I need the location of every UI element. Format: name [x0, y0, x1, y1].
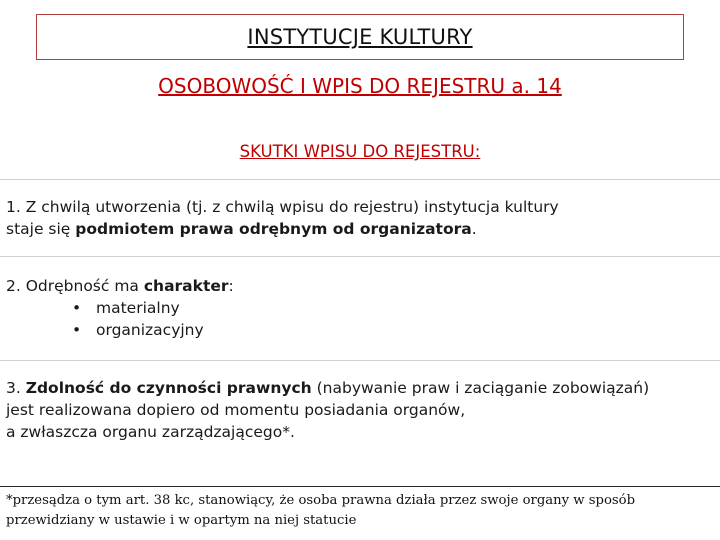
point-2-text: 2. Odrębność ma: [6, 277, 144, 295]
point-3: [6, 377, 711, 443]
list-item: [6, 297, 711, 319]
point-3-number: 3.: [6, 379, 26, 397]
point-3-text: (nabywanie praw i zaciąganie zobowiązań): [311, 379, 650, 397]
point-1-line-2: [6, 218, 711, 240]
point-2: [6, 275, 711, 341]
page-subtitle: OSOBOWOŚĆ I WPIS DO REJESTRU a. 14: [158, 74, 562, 98]
point-1-line-1: 1. Z chwilą utworzenia (tj. z chwilą wpisu do rejestru) instytucja kultury: [6, 198, 559, 216]
point-2-intro: [6, 275, 711, 297]
title-box: [36, 14, 684, 60]
point-2-emphasis: charakter: [143, 277, 229, 295]
footnote-divider: [0, 486, 720, 487]
bullet-icon: •: [72, 299, 82, 317]
page-title: INSTYTUCJE KULTURY: [247, 25, 473, 49]
list-item-label: materialny: [96, 299, 180, 317]
divider: [0, 256, 720, 257]
point-3-line-3: a zwłaszcza organu zarządzającego*.: [6, 423, 295, 441]
divider: [0, 179, 720, 180]
point-3-line-2: jest realizowana dopiero od momentu posiadania organów,: [6, 401, 466, 419]
point-1: [6, 196, 711, 240]
footnote: [6, 491, 714, 531]
point-1-end: .: [471, 220, 477, 238]
list-item-label: organizacyjny: [96, 321, 204, 339]
point-1-text: staje się: [6, 220, 76, 238]
bullet-icon: •: [72, 321, 82, 339]
point-3-emphasis: Zdolność do czynności prawnych: [25, 379, 312, 397]
list-item: [6, 319, 711, 341]
point-1-emphasis: podmiotem prawa odrębnym od organizatora: [75, 220, 472, 238]
point-2-colon: :: [228, 277, 234, 295]
footnote-line-1: *przesądza o tym art. 38 kc, stanowiący, że osoba prawna działa przez swoje organy w sposób: [6, 493, 636, 508]
point-3-line-1: [6, 377, 711, 399]
section-heading: SKUTKI WPISU DO REJESTRU:: [239, 142, 481, 161]
footnote-line-2: przewidziany w ustawie i w opartym na niej statucie: [6, 513, 357, 528]
divider: [0, 360, 720, 361]
